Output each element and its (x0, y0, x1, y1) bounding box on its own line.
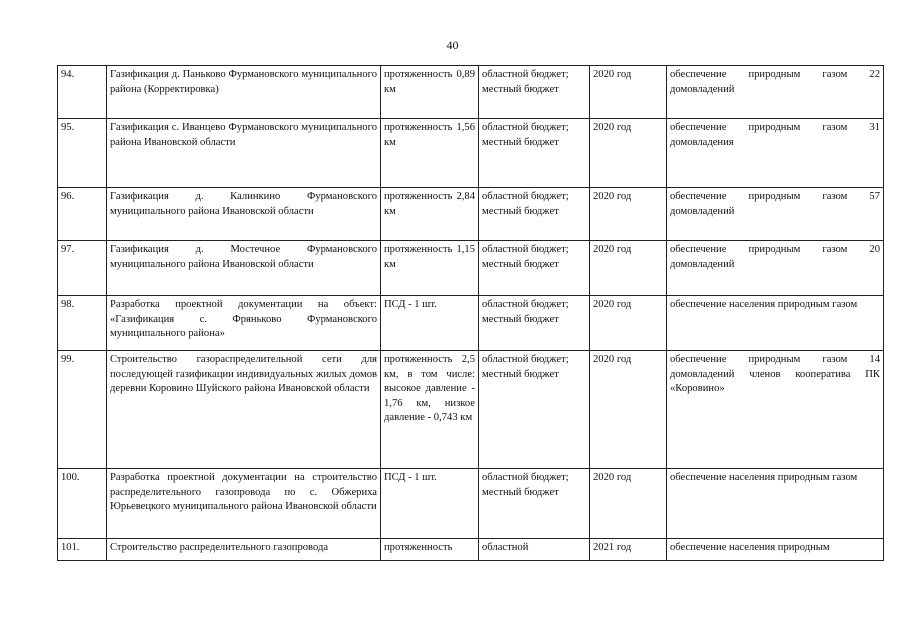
row-number: 101. (58, 539, 107, 561)
measure-capacity: протяженность (381, 539, 479, 561)
measure-year: 2020 год (590, 351, 667, 469)
measure-budget: областной (479, 539, 590, 561)
row-number: 98. (58, 296, 107, 351)
table-row (58, 241, 884, 296)
measure-year: 2020 год (590, 66, 667, 119)
measure-budget: областной бюджет; местный бюджет (479, 241, 590, 296)
measure-budget: областной бюджет; местный бюджет (479, 119, 590, 188)
measure-capacity: протяженность 2,5 км, в том числе: высокое давление - 1,76 км, низкое давление - 0,743 км (381, 351, 479, 469)
row-number: 95. (58, 119, 107, 188)
measure-year: 2020 год (590, 119, 667, 188)
measure-name: Газификация д. Калинкино Фурмановского муниципального района Ивановской области (107, 188, 381, 241)
measure-name: Строительство распределительного газопровода (107, 539, 381, 561)
measure-result: обеспечение природным газом 57 домовладений (667, 188, 884, 241)
measure-result: обеспечение населения природным газом (667, 296, 884, 351)
table-row (58, 119, 884, 188)
page-number: 40 (446, 38, 459, 52)
measure-budget: областной бюджет; местный бюджет (479, 469, 590, 539)
measure-year: 2020 год (590, 241, 667, 296)
measure-year: 2020 год (590, 296, 667, 351)
measure-capacity: протяженность 1,56 км (381, 119, 479, 188)
measure-result: обеспечение населения природным (667, 539, 884, 561)
measure-year: 2020 год (590, 188, 667, 241)
measure-name: Газификация д. Мостечное Фурмановского муниципального района Ивановской области (107, 241, 381, 296)
table-row (58, 66, 884, 119)
measure-name: Разработка проектной документации на объект: «Газификация с. Фряньково Фурмановского муниципального района» (107, 296, 381, 351)
table-row (58, 296, 884, 351)
row-number: 97. (58, 241, 107, 296)
row-number: 100. (58, 469, 107, 539)
table-row (58, 188, 884, 241)
measure-year: 2021 год (590, 539, 667, 561)
measure-budget: областной бюджет; местный бюджет (479, 296, 590, 351)
measure-result: обеспечение природным газом 31 домовладения (667, 119, 884, 188)
measure-budget: областной бюджет; местный бюджет (479, 188, 590, 241)
measure-name: Газификация д. Паньково Фурмановского муниципального района (Корректировка) (107, 66, 381, 119)
measure-name: Газификация с. Иванцево Фурмановского муниципального района Ивановской области (107, 119, 381, 188)
row-number: 99. (58, 351, 107, 469)
measure-capacity: протяженность 0,89 км (381, 66, 479, 119)
measure-result: обеспечение природным газом 22 домовладений (667, 66, 884, 119)
measure-capacity: ПСД - 1 шт. (381, 296, 479, 351)
measure-budget: областной бюджет; местный бюджет (479, 351, 590, 469)
measure-name: Строительство газораспределительной сети для последующей газификации индивидуальных жилых домов деревни Коровино Шуйского района Ивановской области (107, 351, 381, 469)
measures-table (57, 65, 884, 561)
measure-capacity: ПСД - 1 шт. (381, 469, 479, 539)
row-number: 94. (58, 66, 107, 119)
measure-budget: областной бюджет; местный бюджет (479, 66, 590, 119)
measure-result: обеспечение населения природным газом (667, 469, 884, 539)
table-row (58, 351, 884, 469)
measure-name: Разработка проектной документации на строительство распределительного газопровода по с. Обжериха Юрьевецкого муниципального района Ивановской области (107, 469, 381, 539)
table-row (58, 539, 884, 561)
measure-capacity: протяженность 2,84 км (381, 188, 479, 241)
row-number: 96. (58, 188, 107, 241)
measure-result: обеспечение природным газом 20 домовладений (667, 241, 884, 296)
measure-capacity: протяженность 1,15 км (381, 241, 479, 296)
table-row (58, 469, 884, 539)
measure-year: 2020 год (590, 469, 667, 539)
measure-result: обеспечение природным газом 14 домовладений членов кооператива ПК «Коровино» (667, 351, 884, 469)
